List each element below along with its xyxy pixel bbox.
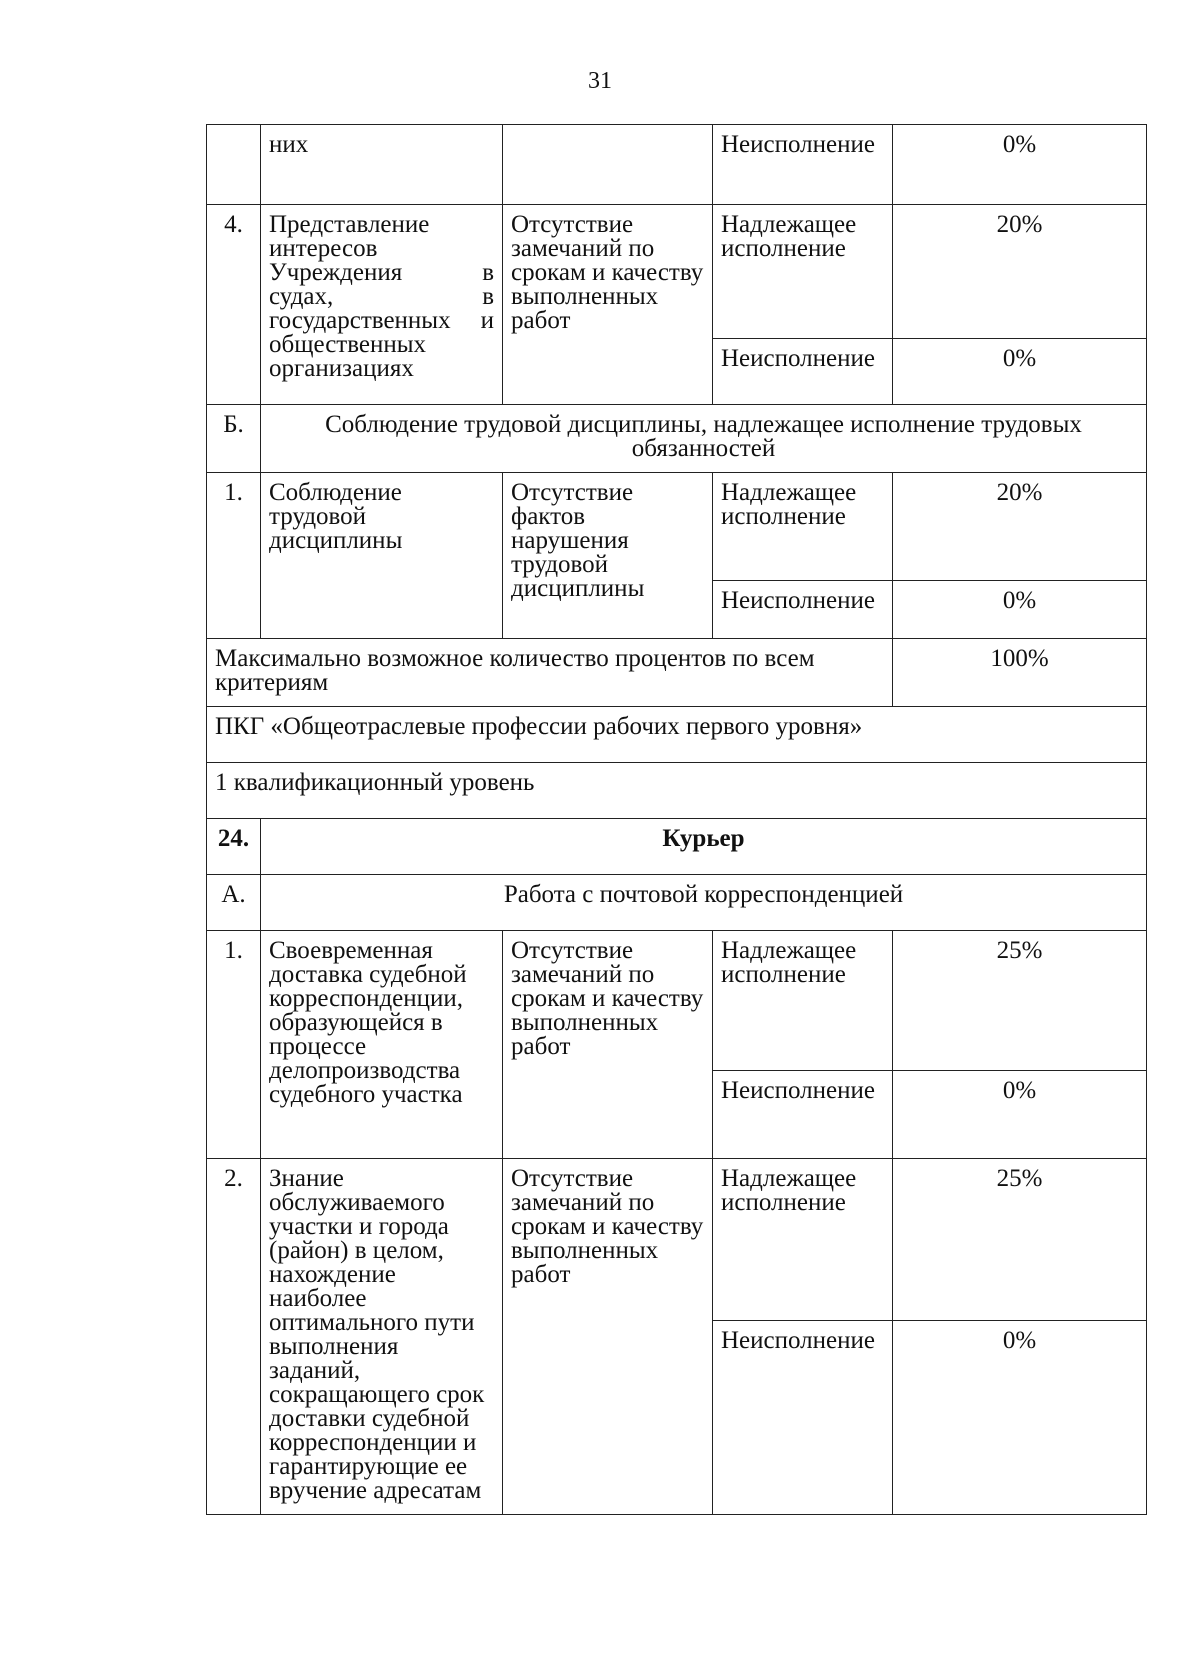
row-number-cell: 4.: [207, 205, 261, 405]
criterion-cell: [261, 205, 503, 405]
criterion-line: судах, в: [269, 283, 494, 310]
max-percent-label: Максимально возможное количество процентов по всем критериям: [207, 639, 893, 707]
section-row: [207, 875, 1147, 931]
criterion-line: организациях: [269, 355, 414, 382]
row-number-cell: 1.: [207, 931, 261, 1159]
position-row: [207, 819, 1147, 875]
table-row: [207, 125, 1147, 205]
row-number-cell: [207, 125, 261, 205]
criterion-line: государственных и: [269, 307, 494, 334]
group-row: [207, 707, 1147, 763]
outcome-cell: Неисполнение: [713, 125, 893, 205]
percent-cell: 0%: [893, 1071, 1147, 1159]
table-row: [207, 931, 1147, 1071]
criterion-line: общественных: [269, 331, 427, 358]
criterion-cell: Своевременная доставка судебной корреспонденции, образующейся в процессе делопроизводства судебного участка: [261, 931, 503, 1159]
pkg-label: ПКГ «Общеотраслевые профессии рабочих первого уровня»: [207, 707, 1147, 763]
table-row: [207, 205, 1147, 339]
section-row: [207, 405, 1147, 473]
position-number-cell: 24.: [207, 819, 261, 875]
outcome-cell: Надлежащее исполнение: [713, 473, 893, 581]
outcome-cell: Надлежащее исполнение: [713, 1159, 893, 1321]
criterion-line: Учреждения в: [269, 259, 494, 286]
percent-cell: 0%: [893, 339, 1147, 405]
percent-cell: 25%: [893, 1159, 1147, 1321]
max-percent-value: 100%: [893, 639, 1147, 707]
section-letter-cell: Б.: [207, 405, 261, 473]
total-row: [207, 639, 1147, 707]
criterion-cell: них: [261, 125, 503, 205]
outcome-cell: Неисполнение: [713, 1321, 893, 1515]
position-title-cell: Курьер: [261, 819, 1147, 875]
criterion-cell: Знание обслуживаемого участки и города (район) в целом, нахождение наиболее оптимального пути выполнения заданий, сокращающего срок доставки судебной корреспонденции и гарантирующие ее вручение адресатам: [261, 1159, 503, 1515]
indicator-cell: Отсутствие замечаний по срокам и качеству выполненных работ: [503, 1159, 713, 1515]
qualification-level-label: 1 квалификационный уровень: [207, 763, 1147, 819]
indicator-cell: [503, 125, 713, 205]
criterion-line: интересов: [269, 235, 378, 262]
table-row: [207, 473, 1147, 581]
percent-cell: 25%: [893, 931, 1147, 1071]
indicator-cell: Отсутствие замечаний по срокам и качеству выполненных работ: [503, 931, 713, 1159]
section-title-cell: Работа с почтовой корреспонденцией: [261, 875, 1147, 931]
group-row: [207, 763, 1147, 819]
percent-cell: 0%: [893, 581, 1147, 639]
indicator-cell: Отсутствие фактов нарушения трудовой дисциплины: [503, 473, 713, 639]
outcome-cell: Неисполнение: [713, 581, 893, 639]
outcome-cell: Неисполнение: [713, 339, 893, 405]
page-number: 31: [588, 68, 612, 94]
percent-cell: 0%: [893, 1321, 1147, 1515]
indicator-cell: Отсутствие замечаний по срокам и качеству выполненных работ: [503, 205, 713, 405]
table-row: [207, 1159, 1147, 1321]
percent-cell: 20%: [893, 473, 1147, 581]
criteria-table: [206, 124, 1147, 1515]
section-title-cell: Соблюдение трудовой дисциплины, надлежащее исполнение трудовых обязанностей: [261, 405, 1147, 473]
criterion-line: Представление: [269, 211, 430, 238]
outcome-cell: Надлежащее исполнение: [713, 205, 893, 339]
criterion-cell: Соблюдение трудовой дисциплины: [261, 473, 503, 639]
row-number-cell: 2.: [207, 1159, 261, 1515]
outcome-cell: Неисполнение: [713, 1071, 893, 1159]
row-number-cell: 1.: [207, 473, 261, 639]
percent-cell: 20%: [893, 205, 1147, 339]
percent-cell: 0%: [893, 125, 1147, 205]
section-letter-cell: А.: [207, 875, 261, 931]
outcome-cell: Надлежащее исполнение: [713, 931, 893, 1071]
